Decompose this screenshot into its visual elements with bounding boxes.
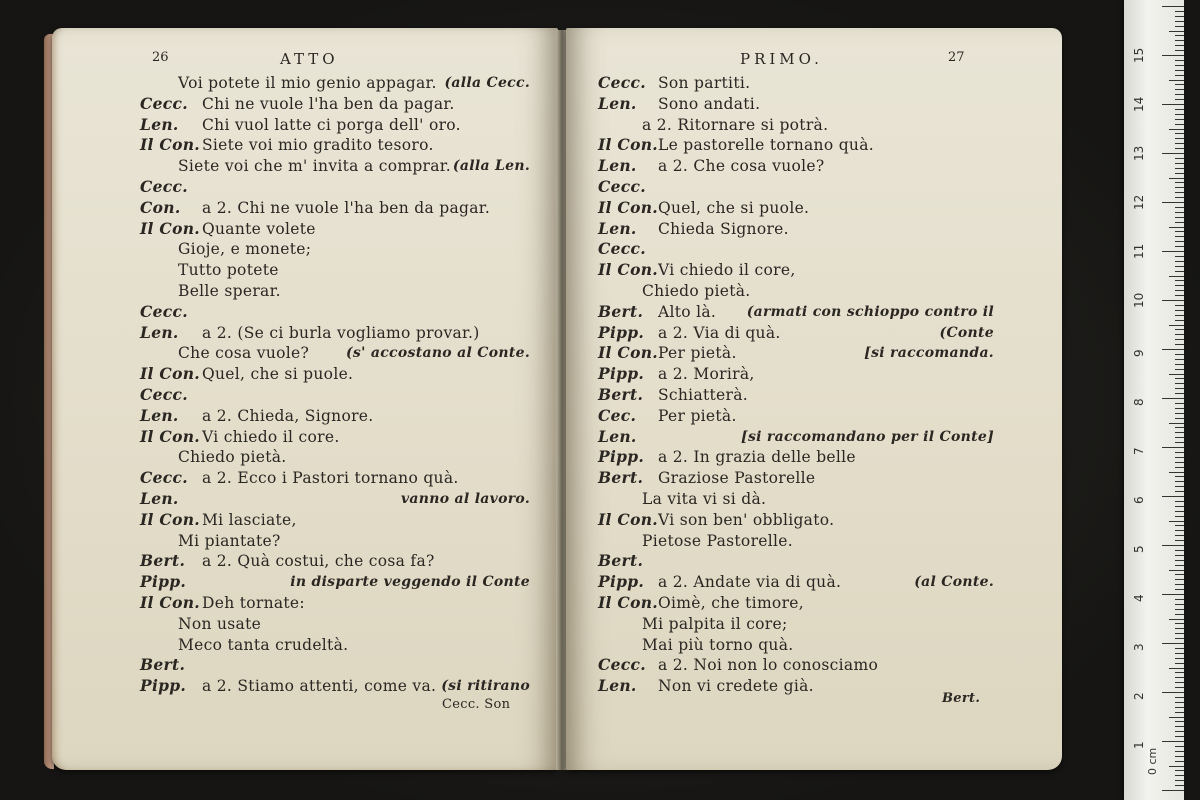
ruler-tick xyxy=(1175,339,1184,340)
ruler-tick xyxy=(1162,251,1184,252)
ruler-tick xyxy=(1162,643,1184,644)
ruler-unit-label: 0 cm xyxy=(1146,747,1159,775)
ruler-tick xyxy=(1175,540,1184,541)
speaker-label: Cec. xyxy=(598,405,637,425)
ruler-tick xyxy=(1175,486,1184,487)
ruler-label: 6 xyxy=(1132,496,1146,504)
stage-direction: [si raccomanda. xyxy=(864,345,994,362)
ruler-tick xyxy=(1175,359,1184,360)
verse-line: Meco tanta crudeltà. xyxy=(178,635,349,654)
ruler-tick xyxy=(1175,148,1184,149)
ruler-tick xyxy=(1169,178,1184,179)
ruler-tick xyxy=(1175,785,1184,786)
ruler-tick xyxy=(1175,555,1184,556)
verse-line: Che cosa vuole? xyxy=(178,344,310,363)
ruler-label: 3 xyxy=(1132,643,1146,651)
ruler-tick xyxy=(1175,638,1184,639)
speaker-label: Cecc. xyxy=(598,239,646,259)
verse-line: Oimè, che timore, xyxy=(658,594,804,612)
ruler-tick xyxy=(1175,344,1184,345)
ruler-tick xyxy=(1175,40,1184,41)
verse-line: Mi piantate? xyxy=(178,531,281,550)
ruler-label: 2 xyxy=(1132,692,1146,700)
right-page-header: PRIMO. xyxy=(740,50,823,68)
verse-line: Pietose Pastorelle. xyxy=(642,531,793,550)
ruler-tick xyxy=(1175,217,1184,218)
verse-line: Vi son ben' obbligato. xyxy=(658,510,835,529)
speaker-label: Len. xyxy=(598,156,637,176)
ruler-label: 11 xyxy=(1132,243,1146,259)
verse-line: Mi lasciate, xyxy=(202,510,297,529)
ruler-tick xyxy=(1175,628,1184,629)
speaker-label: Bert. xyxy=(140,551,186,571)
verse-line: Schiatterà. xyxy=(658,386,748,404)
ruler-tick xyxy=(1175,124,1184,125)
verse-line: Chi vuol latte ci porga dell' oro. xyxy=(202,115,461,134)
ruler-tick xyxy=(1175,574,1184,575)
ruler-tick xyxy=(1175,378,1184,379)
ruler-tick xyxy=(1162,692,1184,693)
speaker-label: Len. xyxy=(140,114,179,134)
left-page-header: ATTO xyxy=(280,50,339,68)
speaker-label: Len. xyxy=(140,322,179,342)
ruler-tick xyxy=(1175,584,1184,585)
ruler-label: 14 xyxy=(1132,96,1146,112)
ruler-tick xyxy=(1175,261,1184,262)
verse-line: Non vi credete già. xyxy=(658,677,814,696)
verse-line: Chiedo pietà. xyxy=(178,448,287,467)
ruler-tick xyxy=(1175,589,1184,590)
speaker-label: Il Con. xyxy=(598,135,658,155)
verse-line: Belle sperar. xyxy=(178,282,281,300)
ruler-tick xyxy=(1175,241,1184,242)
ruler-tick xyxy=(1175,285,1184,286)
ruler-tick xyxy=(1175,207,1184,208)
ruler-tick xyxy=(1175,707,1184,708)
speaker-label: Len. xyxy=(598,218,637,238)
verse-line: La vita vi si dà. xyxy=(642,490,767,508)
verse-line: Mai più torno quà. xyxy=(642,635,794,654)
ruler-tick xyxy=(1175,658,1184,659)
ruler-tick xyxy=(1162,349,1184,350)
ruler-tick xyxy=(1162,300,1184,301)
ruler-tick xyxy=(1175,280,1184,281)
ruler-tick xyxy=(1175,99,1184,100)
speaker-label: Il Con. xyxy=(140,593,200,612)
ruler-tick xyxy=(1175,550,1184,551)
verse-line: Chieda Signore. xyxy=(658,219,789,238)
ruler-tick xyxy=(1175,60,1184,61)
speaker-label: Cecc. xyxy=(598,73,646,92)
speaker-label: Cecc. xyxy=(598,177,646,196)
ruler-tick xyxy=(1175,756,1184,757)
speaker-label: Len. xyxy=(140,489,179,508)
ruler-tick xyxy=(1175,413,1184,414)
ruler-tick xyxy=(1162,447,1184,448)
ruler-tick xyxy=(1162,741,1184,742)
ruler-tick xyxy=(1175,565,1184,566)
speaker-label: Pipp. xyxy=(598,572,645,592)
stage-direction: (si ritirano xyxy=(441,678,530,695)
ruler-tick xyxy=(1175,70,1184,71)
speaker-label: Il Con. xyxy=(140,364,200,384)
ruler-tick xyxy=(1162,545,1184,546)
ruler-tick xyxy=(1175,310,1184,311)
ruler-tick xyxy=(1175,530,1184,531)
ruler-tick xyxy=(1175,560,1184,561)
ruler-tick xyxy=(1175,364,1184,365)
ruler-tick xyxy=(1175,682,1184,683)
stage-direction: vanno al lavoro. xyxy=(400,491,530,507)
ruler-tick xyxy=(1175,266,1184,267)
ruler-tick xyxy=(1175,770,1184,771)
speaker-label: Cecc. xyxy=(140,301,188,321)
ruler-tick xyxy=(1175,236,1184,237)
ruler-tick xyxy=(1175,408,1184,409)
ruler-label: 9 xyxy=(1132,349,1146,357)
ruler-tick xyxy=(1175,21,1184,22)
ruler-tick xyxy=(1175,780,1184,781)
ruler-tick xyxy=(1175,212,1184,213)
measurement-ruler xyxy=(1124,0,1184,800)
ruler-tick xyxy=(1175,501,1184,502)
ruler-tick xyxy=(1169,276,1184,277)
ruler-tick xyxy=(1175,672,1184,673)
ruler-tick xyxy=(1175,11,1184,12)
ruler-tick xyxy=(1175,736,1184,737)
ruler-tick xyxy=(1175,648,1184,649)
ruler-tick xyxy=(1175,525,1184,526)
verse-line: a 2. Stiamo attenti, come va. xyxy=(202,677,437,696)
ruler-tick xyxy=(1175,731,1184,732)
ruler-tick xyxy=(1175,168,1184,169)
ruler-tick xyxy=(1169,80,1184,81)
left-page-catchword: Cecc. Son xyxy=(442,697,511,712)
ruler-label: 10 xyxy=(1132,292,1146,308)
stage-direction: (al Conte. xyxy=(914,574,994,591)
ruler-tick xyxy=(1175,476,1184,477)
speaker-label: Il Con. xyxy=(140,135,200,155)
ruler-tick xyxy=(1175,26,1184,27)
ruler-tick xyxy=(1175,305,1184,306)
ruler-tick xyxy=(1175,290,1184,291)
verse-line: Chiedo pietà. xyxy=(642,282,751,300)
ruler-tick xyxy=(1175,437,1184,438)
ruler-label: 12 xyxy=(1132,194,1146,210)
ruler-tick xyxy=(1175,403,1184,404)
ruler-label: 5 xyxy=(1132,545,1146,553)
speaker-label: Len. xyxy=(598,426,637,446)
speaker-label: Il Con. xyxy=(140,218,200,238)
ruler-tick xyxy=(1175,334,1184,335)
ruler-tick xyxy=(1169,374,1184,375)
stage-direction: (alla Len. xyxy=(452,158,530,175)
ruler-tick xyxy=(1175,197,1184,198)
ruler-tick xyxy=(1175,609,1184,610)
speaker-label: Pipp. xyxy=(598,322,645,342)
verse-line: a 2. Ritornare si potrà. xyxy=(642,115,829,134)
verse-line: Quel, che si puole. xyxy=(202,365,354,384)
ruler-tick xyxy=(1175,663,1184,664)
verse-line: a 2. Andate via di quà. xyxy=(658,573,842,592)
ruler-tick xyxy=(1175,427,1184,428)
verse-line: Quante volete xyxy=(202,219,316,238)
verse-line: a 2. Ecco i Pastori tornano quà. xyxy=(202,469,459,488)
ruler-tick xyxy=(1175,320,1184,321)
ruler-tick xyxy=(1175,45,1184,46)
speaker-label: Il Con. xyxy=(598,509,658,529)
speaker-label: Bert. xyxy=(598,551,644,571)
verse-line: Mi palpita il core; xyxy=(642,614,788,633)
ruler-tick xyxy=(1169,325,1184,326)
ruler-tick xyxy=(1175,16,1184,17)
ruler-tick xyxy=(1175,491,1184,492)
ruler-tick xyxy=(1175,383,1184,384)
ruler-tick xyxy=(1175,712,1184,713)
speaker-label: Cecc. xyxy=(598,655,646,675)
ruler-tick xyxy=(1175,329,1184,330)
speaker-label: Len. xyxy=(140,405,179,425)
speaker-label: Cecc. xyxy=(140,385,188,404)
ruler-tick xyxy=(1169,570,1184,571)
ruler-tick xyxy=(1175,481,1184,482)
ruler-tick xyxy=(1175,388,1184,389)
ruler-tick xyxy=(1175,369,1184,370)
verse-line: a 2. Via di quà. xyxy=(658,323,781,342)
ruler-label: 1 xyxy=(1132,741,1146,749)
speaker-label: Bert. xyxy=(140,655,186,675)
ruler-tick xyxy=(1175,614,1184,615)
ruler-tick xyxy=(1175,511,1184,512)
ruler-label: 15 xyxy=(1132,47,1146,63)
ruler-tick xyxy=(1175,702,1184,703)
ruler-tick xyxy=(1175,761,1184,762)
ruler-tick xyxy=(1162,496,1184,497)
ruler-tick xyxy=(1175,246,1184,247)
stage-direction: (s' accostano al Conte. xyxy=(345,345,530,362)
ruler-tick xyxy=(1175,775,1184,776)
ruler-tick xyxy=(1175,89,1184,90)
ruler-tick xyxy=(1175,173,1184,174)
ruler-tick xyxy=(1175,535,1184,536)
stage-direction: (armati con schioppo contro il xyxy=(746,303,994,320)
ruler-tick xyxy=(1175,65,1184,66)
ruler-tick xyxy=(1175,187,1184,188)
stage-direction: in disparte veggendo il Conte xyxy=(290,574,530,591)
speaker-label: Cecc. xyxy=(140,468,188,488)
ruler-label: 4 xyxy=(1132,594,1146,602)
ruler-tick xyxy=(1175,457,1184,458)
ruler-tick xyxy=(1175,182,1184,183)
ruler-tick xyxy=(1162,398,1184,399)
ruler-tick xyxy=(1169,619,1184,620)
ruler-tick xyxy=(1169,668,1184,669)
ruler-tick xyxy=(1175,94,1184,95)
ruler-tick xyxy=(1169,717,1184,718)
ruler-tick xyxy=(1175,506,1184,507)
speaker-label: Il Con. xyxy=(140,426,200,446)
ruler-tick xyxy=(1175,623,1184,624)
ruler-tick xyxy=(1175,158,1184,159)
stage-direction: (Conte xyxy=(939,324,994,341)
ruler-tick xyxy=(1175,726,1184,727)
ruler-tick xyxy=(1175,315,1184,316)
ruler-tick xyxy=(1175,393,1184,394)
ruler-tick xyxy=(1162,55,1184,56)
ruler-tick xyxy=(1175,418,1184,419)
ruler-tick xyxy=(1175,231,1184,232)
right-page-number: 27 xyxy=(948,50,965,65)
right-page xyxy=(566,28,1062,770)
left-page xyxy=(52,28,558,770)
ruler-tick xyxy=(1162,6,1184,7)
speaker-label: Len. xyxy=(598,93,637,113)
speaker-label: Bert. xyxy=(598,301,644,321)
ruler-tick xyxy=(1169,227,1184,228)
ruler-tick xyxy=(1175,138,1184,139)
speaker-label: Bert. xyxy=(598,385,644,404)
ruler-tick xyxy=(1175,35,1184,36)
ruler-tick xyxy=(1175,751,1184,752)
ruler-tick xyxy=(1175,354,1184,355)
speaker-label: Cecc. xyxy=(140,93,188,113)
stage-direction: (alla Cecc. xyxy=(444,75,530,91)
ruler-tick xyxy=(1175,75,1184,76)
verse-line: a 2. Morirà, xyxy=(658,365,755,384)
ruler-tick xyxy=(1175,432,1184,433)
ruler-tick xyxy=(1175,295,1184,296)
ruler-tick xyxy=(1175,604,1184,605)
stage-direction: [si raccomandano per il Conte] xyxy=(741,428,994,445)
ruler-tick xyxy=(1162,202,1184,203)
verse-line: Quel, che si puole. xyxy=(658,198,810,217)
ruler-tick xyxy=(1175,119,1184,120)
verse-line: Alto là. xyxy=(658,302,717,321)
verse-line: Son partiti. xyxy=(658,74,751,92)
left-page-number: 26 xyxy=(152,50,169,65)
ruler-tick xyxy=(1175,222,1184,223)
ruler-tick xyxy=(1175,599,1184,600)
ruler-tick xyxy=(1175,697,1184,698)
verse-line: Deh tornate: xyxy=(202,594,305,612)
speaker-label: Cecc. xyxy=(140,177,188,196)
speaker-label: Pipp. xyxy=(598,364,645,384)
ruler-tick xyxy=(1175,579,1184,580)
ruler-tick xyxy=(1162,104,1184,105)
verse-line: a 2. Che cosa vuole? xyxy=(658,157,825,176)
ruler-tick xyxy=(1175,133,1184,134)
ruler-tick xyxy=(1175,633,1184,634)
verse-line: Vi chiedo il core, xyxy=(658,261,796,280)
ruler-label: 13 xyxy=(1132,145,1146,161)
right-page-catchword: Bert. xyxy=(942,691,981,706)
ruler-tick xyxy=(1169,766,1184,767)
ruler-tick xyxy=(1175,163,1184,164)
verse-line: a 2. Chieda, Signore. xyxy=(202,406,374,425)
speaker-label: Il Con. xyxy=(598,343,658,363)
verse-line: Non usate xyxy=(178,614,262,633)
verse-line: a 2. Quà costui, che cosa fa? xyxy=(202,552,435,571)
ruler-tick xyxy=(1169,521,1184,522)
verse-line: a 2. Noi non lo conosciamo xyxy=(658,656,879,675)
ruler-tick xyxy=(1175,271,1184,272)
ruler-tick xyxy=(1169,129,1184,130)
ruler-tick xyxy=(1175,442,1184,443)
verse-line: Graziose Pastorelle xyxy=(658,469,816,488)
ruler-tick xyxy=(1175,467,1184,468)
speaker-label: Bert. xyxy=(598,468,644,488)
speaker-label: Pipp. xyxy=(140,676,187,696)
verse-line: Vi chiedo il core. xyxy=(202,427,340,446)
ruler-label: 7 xyxy=(1132,447,1146,455)
speaker-label: Len. xyxy=(598,676,637,696)
ruler-tick xyxy=(1175,114,1184,115)
speaker-label: Con. xyxy=(140,197,181,217)
verse-line: Gioje, e monete; xyxy=(178,240,312,259)
verse-line: Tutto potete xyxy=(178,261,279,280)
ruler-tick xyxy=(1162,153,1184,154)
verse-line: a 2. In grazia delle belle xyxy=(658,448,856,467)
ruler-tick xyxy=(1175,746,1184,747)
verse-line: Chi ne vuole l'ha ben da pagar. xyxy=(202,94,455,113)
verse-line: Voi potete il mio genio appagar. xyxy=(178,74,437,92)
verse-line: a 2. Chi ne vuole l'ha ben da pagar. xyxy=(202,198,491,217)
speaker-label: Il Con. xyxy=(140,509,200,529)
speaker-label: Pipp. xyxy=(598,447,645,467)
ruler-tick xyxy=(1175,50,1184,51)
speaker-label: Il Con. xyxy=(598,260,658,280)
speaker-label: Il Con. xyxy=(598,593,658,612)
ruler-tick xyxy=(1169,31,1184,32)
ruler-tick xyxy=(1175,462,1184,463)
ruler-tick xyxy=(1162,594,1184,595)
ruler-tick xyxy=(1175,143,1184,144)
ruler-tick xyxy=(1169,472,1184,473)
verse-line: Sono andati. xyxy=(658,94,761,113)
speaker-label: Il Con. xyxy=(598,197,658,217)
ruler-tick xyxy=(1169,423,1184,424)
speaker-label: Pipp. xyxy=(140,572,187,592)
ruler-tick xyxy=(1175,452,1184,453)
verse-line: Le pastorelle tornano quà. xyxy=(658,136,874,155)
ruler-tick xyxy=(1175,653,1184,654)
ruler-tick xyxy=(1175,109,1184,110)
ruler-label: 8 xyxy=(1132,398,1146,406)
ruler-tick xyxy=(1175,192,1184,193)
ruler-tick xyxy=(1175,687,1184,688)
verse-line: Per pietà. xyxy=(658,406,737,425)
verse-line: Siete voi mio gradito tesoro. xyxy=(202,136,434,155)
ruler-tick xyxy=(1175,84,1184,85)
verse-line: a 2. (Se ci burla vogliamo provar.) xyxy=(202,323,480,342)
verse-line: Per pietà. xyxy=(658,344,737,363)
ruler-tick xyxy=(1175,677,1184,678)
ruler-tick xyxy=(1175,256,1184,257)
ruler-tick xyxy=(1175,721,1184,722)
ruler-tick xyxy=(1175,516,1184,517)
verse-line: Siete voi che m' invita a comprar. xyxy=(178,157,452,176)
ruler-tick xyxy=(1162,790,1184,791)
